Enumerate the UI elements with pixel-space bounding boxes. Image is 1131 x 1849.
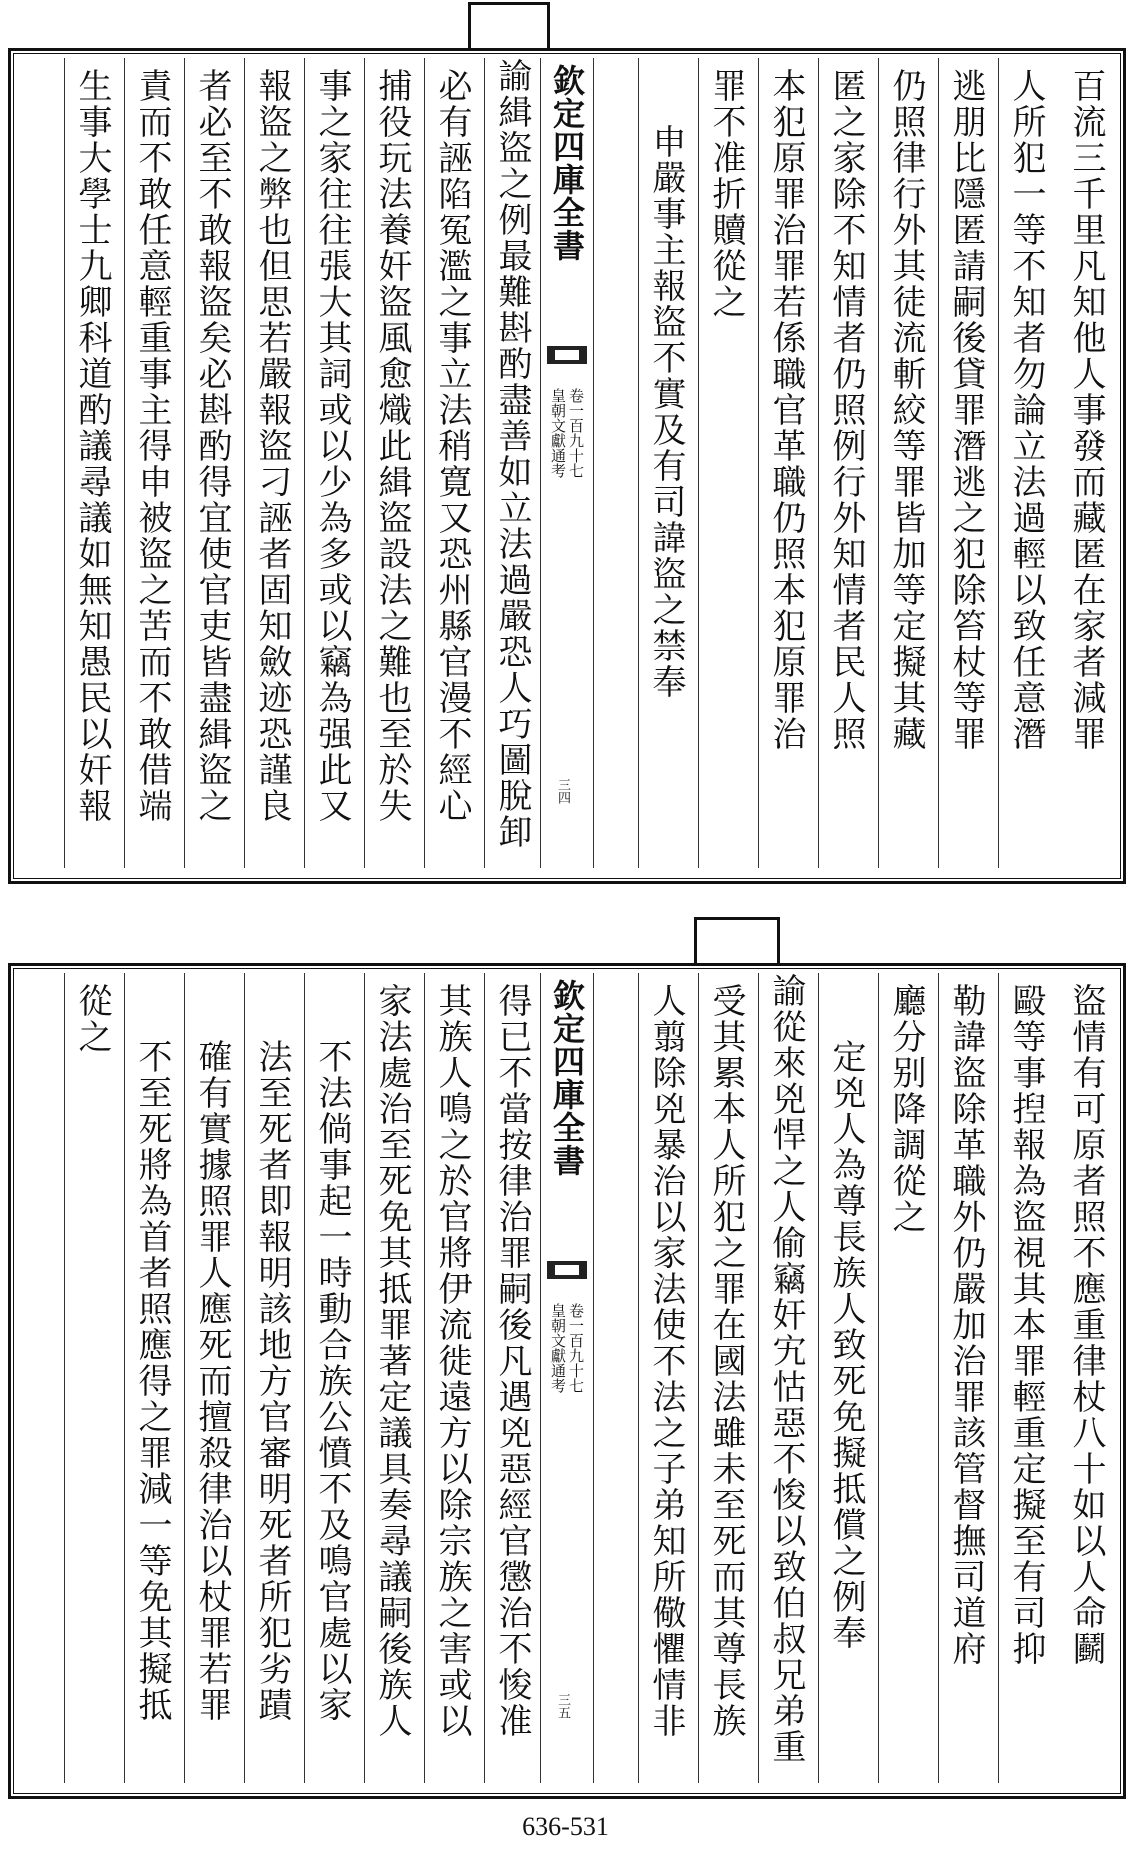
text-column: 仍照律行外其徒流斬絞等罪皆加等定擬其藏 xyxy=(878,58,934,868)
text-column: 生事大學士九卿科道酌議尋議如無知愚民以奸報 xyxy=(64,58,120,868)
chapter-number: 卷一百九十七 xyxy=(567,1303,585,1393)
text-column: 其族人鳴之於官將伊流徙遠方以除宗族之害或以 xyxy=(424,973,480,1783)
text-column: 罪不准折贖從之 xyxy=(698,58,754,868)
edict-column: 諭緝盜之例最難斟酌盡善如立法過嚴恐人巧圖脫卸 xyxy=(484,58,540,868)
edict-column: 諭從來兇悍之人偷竊奸宄怙惡不悛以致伯叔兄弟重 xyxy=(758,973,814,1783)
folio-number: 三四 xyxy=(555,778,570,804)
fish-tail-mark xyxy=(547,346,587,364)
page-reference: 636-531 xyxy=(522,1812,609,1841)
text-column: 捕役玩法養奸盜風愈熾此緝盜設法之難也至於失 xyxy=(364,58,420,868)
center-margin xyxy=(540,973,594,1783)
section-heading-column: 定兇人為尊長族人致死免擬抵償之例奉 xyxy=(818,973,874,1783)
book-title: 欽定四庫全書 xyxy=(548,64,586,262)
text-column: 法至死者即報明該地方官審明死者所犯劣蹟 xyxy=(244,973,300,1783)
text-column: 責而不敢任意輕重事主得申被盜之苦而不敢借端 xyxy=(124,58,180,868)
text-column: 不至死將為首者照應得之罪減一等免其擬抵 xyxy=(124,973,180,1783)
text-column: 人翦除兇暴治以家法使不法之子弟知所儆懼情非 xyxy=(638,973,694,1783)
text-column: 受其累本人所犯之罪在國法雖未至死而其尊長族 xyxy=(698,973,754,1783)
text-column: 得已不當按律治罪嗣後凡遇兇惡經官懲治不悛准 xyxy=(484,973,540,1783)
text-column: 逃朋比隱匿請嗣後貸罪潛逃之犯除笞杖等罪 xyxy=(938,58,994,868)
text-column: 報盜之弊也但思若嚴報盜刁誣者固知斂迹恐謹良 xyxy=(244,58,300,868)
text-column: 事之家往往張大其詞或以少為多或以竊為强此又 xyxy=(304,58,360,868)
text-column: 者必至不敢報盜矣必斟酌得宜使官吏皆盡緝盜之 xyxy=(184,58,240,868)
text-column: 本犯原罪治罪若係職官革職仍照本犯原罪治 xyxy=(758,58,814,868)
text-column: 百流三千里凡知他人事發而藏匿在家者減罪 xyxy=(1066,68,1106,752)
text-column: 勒諱盜除革職外仍嚴加治罪該管督撫司道府 xyxy=(938,973,994,1783)
text-column: 廳分别降調從之 xyxy=(878,973,934,1783)
section-heading-column: 申嚴事主報盜不實及有司諱盜之禁奉 xyxy=(638,58,694,868)
text-column: 從之 xyxy=(64,973,120,1783)
text-column: 盜情有可原者照不應重律杖八十如以人命鬬 xyxy=(1066,983,1106,1667)
text-column: 人所犯一等不知者勿論立法過輕以致任意潛 xyxy=(998,58,1054,868)
text-column: 必有誣陷冤濫之事立法稍寛又恐州縣官漫不經心 xyxy=(424,58,480,868)
text-column: 不法倘事起一時動合族公憤不及鳴官處以家 xyxy=(304,973,360,1783)
text-column: 確有實據照罪人應死而擅殺律治以杖罪若罪 xyxy=(184,973,240,1783)
chapter-number: 卷一百九十七 xyxy=(567,388,585,478)
text-column: 毆等事揑報為盜視其本罪輕重定擬至有司抑 xyxy=(998,973,1054,1783)
folio-number: 三五 xyxy=(555,1693,570,1719)
center-margin xyxy=(540,58,594,868)
source-title: 皇朝文獻通考 xyxy=(549,1303,567,1393)
bottom-page xyxy=(0,915,1131,1765)
book-title: 欽定四庫全書 xyxy=(548,979,586,1177)
top-page xyxy=(0,0,1131,850)
text-column: 匿之家除不知情者仍照例行外知情者民人照 xyxy=(818,58,874,868)
source-title: 皇朝文獻通考 xyxy=(549,388,567,478)
fish-tail-mark xyxy=(547,1261,587,1279)
text-column: 家法處治至死免其抵罪著定議具奏尋議嗣後族人 xyxy=(364,973,420,1783)
